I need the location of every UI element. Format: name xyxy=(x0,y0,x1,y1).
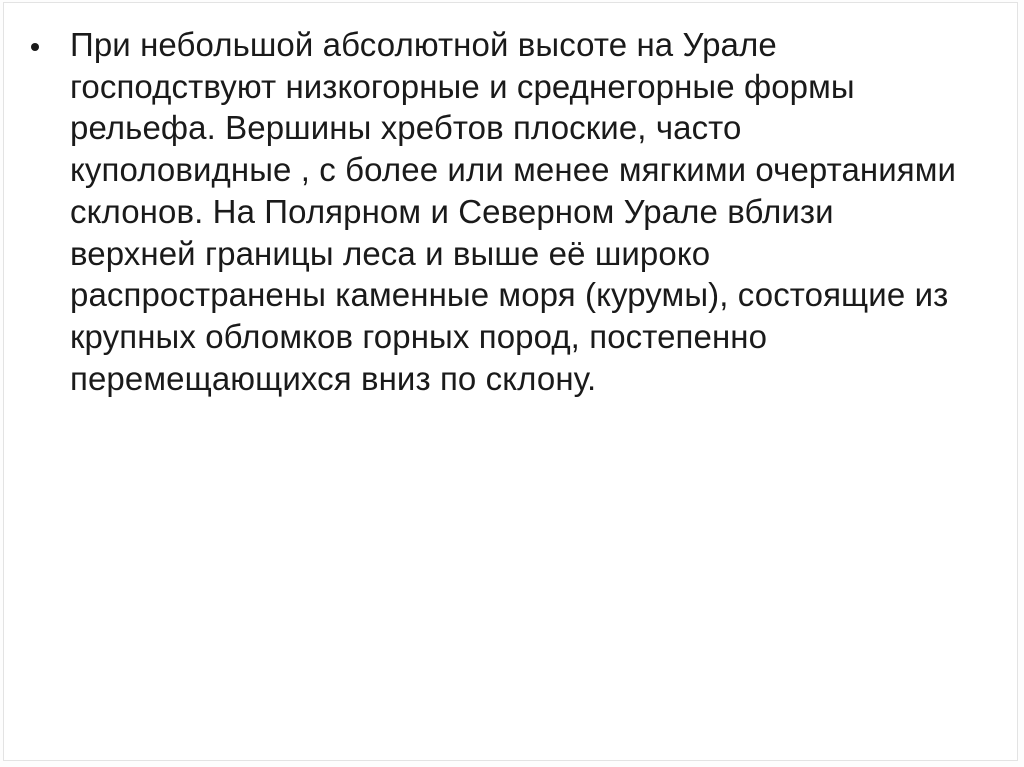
text-line: рельефа. Вершины хребтов плоские, часто xyxy=(70,109,742,147)
bullet-paragraph-text xyxy=(70,24,956,399)
text-line: куполовидные , с более или менее мягкими очертаниями xyxy=(70,151,957,189)
text-line: крупных обломков горных пород, постепенно xyxy=(70,317,768,355)
text-line: господствуют низкогорные и среднегорные формы xyxy=(70,67,855,105)
text-line: перемещающихся вниз по склону. xyxy=(70,359,597,397)
bullet-dot-icon xyxy=(31,43,39,51)
text-line: склонов. На Полярном и Северном Урале вблизи xyxy=(70,192,834,230)
text-line: При небольшой абсолютной высоте на Урале xyxy=(70,26,777,63)
text-line: верхней границы леса и выше её широко xyxy=(70,234,711,272)
text-line: распространены каменные моря (курумы), состоящие из xyxy=(70,276,949,314)
